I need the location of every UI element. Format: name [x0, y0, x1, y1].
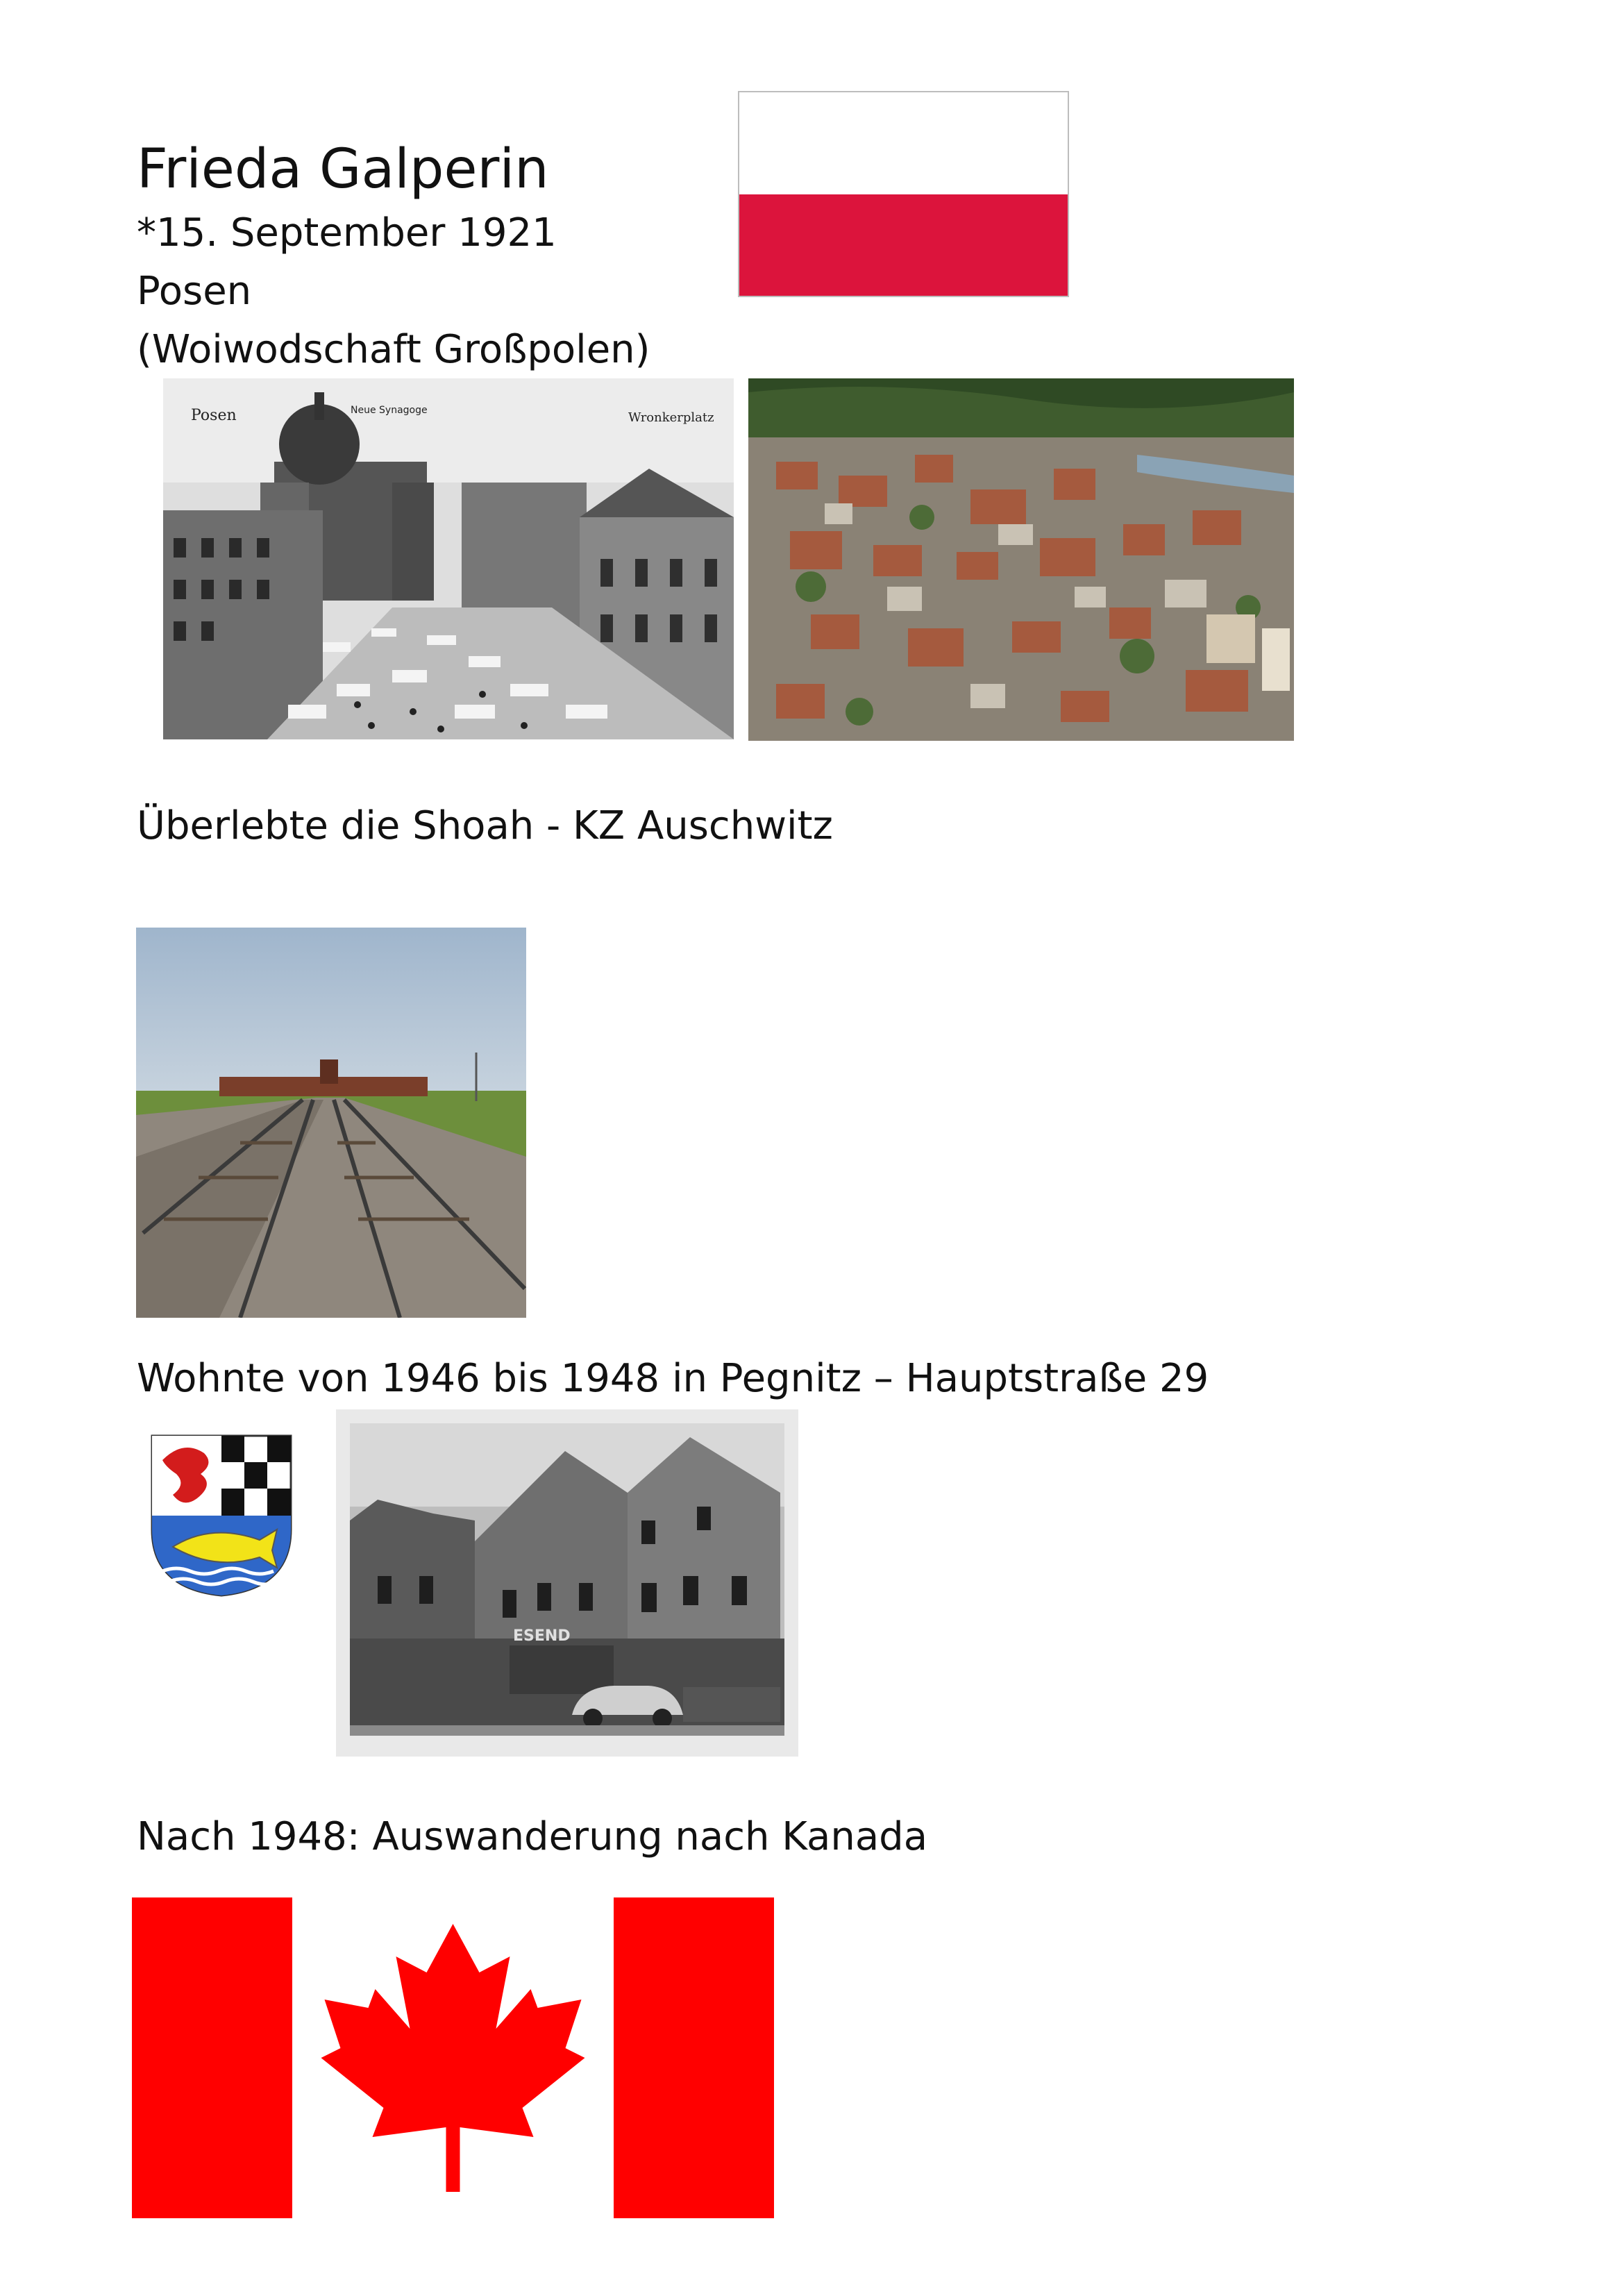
postcard-label-center: Neue Synagoge [351, 405, 428, 416]
postcard-label-right: Wronkerplatz [628, 410, 714, 425]
poland-flag [738, 91, 1069, 297]
posen-aerial-photo [748, 378, 1294, 741]
residence-heading: Wohnte von 1946 bis 1948 in Pegnitz – Hauptstraße 29 [137, 1356, 1209, 1401]
railway-illustration [136, 928, 526, 1318]
birth-region: (Woiwodschaft Großpolen) [137, 327, 650, 372]
auschwitz-railway-photo [136, 928, 526, 1318]
coat-of-arms-illustration [149, 1432, 294, 1599]
person-name: Frieda Galperin [137, 138, 549, 201]
pegnitz-coat-of-arms [149, 1432, 294, 1599]
postcard-illustration [163, 378, 734, 739]
birth-city: Posen [137, 269, 252, 314]
aerial-illustration [748, 378, 1294, 741]
posen-synagogue-postcard [163, 378, 734, 739]
emigration-heading: Nach 1948: Auswanderung nach Kanada [137, 1814, 928, 1859]
street-photo-sign: ESEND [513, 1627, 571, 1645]
birth-date: *15. September 1921 [137, 210, 557, 255]
pegnitz-street-photo [336, 1409, 798, 1757]
survival-heading: Überlebte die Shoah - KZ Auschwitz [137, 803, 833, 848]
street-photo-illustration [336, 1409, 798, 1757]
postcard-label-left: Posen [191, 407, 237, 424]
canada-flag-illustration [132, 1897, 774, 2218]
canada-flag [132, 1897, 774, 2218]
